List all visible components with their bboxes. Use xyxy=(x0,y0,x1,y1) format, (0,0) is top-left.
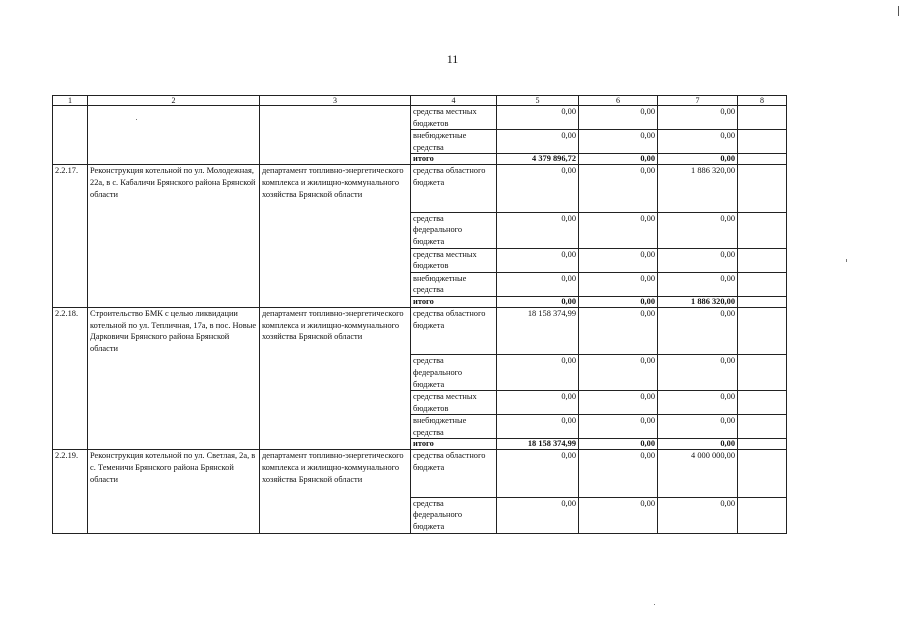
column-number: 7 xyxy=(658,96,738,106)
project-executor: департамент топливно-энергетического комплекса и жилищно-коммунального хозяйства Брянской области xyxy=(260,165,411,308)
amount-col5: 0,00 xyxy=(497,296,579,307)
amount-col5: 4 379 896,72 xyxy=(497,154,579,165)
column-number: 2 xyxy=(88,96,260,106)
amount-col7: 4 000 000,00 xyxy=(658,450,738,497)
amount-col6: 0,00 xyxy=(579,154,658,165)
amount-col5: 0,00 xyxy=(497,450,579,497)
project-name: Строительство БМК с целью ликвидации котельной по ул. Тепличная, 17а, в пос. Новые Дарковичи Брянского района Брянской области xyxy=(88,307,260,450)
amount-col6: 0,00 xyxy=(579,497,658,533)
amount-col7: 0,00 xyxy=(658,307,738,354)
scan-edge-mark xyxy=(898,6,899,16)
amount-col6: 0,00 xyxy=(579,296,658,307)
amount-col8 xyxy=(738,248,787,272)
project-name: Реконструкция котельной по ул. Светлая, 2а, в с. Теменичи Брянского района Брянской области xyxy=(88,450,260,533)
amount-col6: 0,00 xyxy=(579,307,658,354)
table-body xyxy=(53,96,787,534)
funding-row xyxy=(53,106,787,130)
funding-source: средства областного бюджета xyxy=(411,450,497,497)
amount-col6: 0,00 xyxy=(579,391,658,415)
amount-col7: 0,00 xyxy=(658,355,738,391)
project-code: 2.2.17. xyxy=(53,165,88,308)
column-number: 3 xyxy=(260,96,411,106)
amount-col8 xyxy=(738,212,787,248)
amount-col8 xyxy=(738,272,787,296)
funding-row xyxy=(53,450,787,497)
amount-col7: 0,00 xyxy=(658,212,738,248)
funding-source: средства федерального бюджета xyxy=(411,497,497,533)
amount-col8 xyxy=(738,391,787,415)
funding-source: внебюджетные средства xyxy=(411,130,497,154)
project-code: 2.2.19. xyxy=(53,450,88,533)
amount-col5: 18 158 374,99 xyxy=(497,307,579,354)
column-number: 8 xyxy=(738,96,787,106)
amount-col5: 0,00 xyxy=(497,497,579,533)
amount-col6: 0,00 xyxy=(579,439,658,450)
amount-col8 xyxy=(738,154,787,165)
funding-source: средства областного бюджета xyxy=(411,165,497,212)
amount-col6: 0,00 xyxy=(579,165,658,212)
funding-source: итого xyxy=(411,154,497,165)
amount-col8 xyxy=(738,497,787,533)
scan-speck xyxy=(846,259,847,262)
amount-col8 xyxy=(738,307,787,354)
amount-col7: 1 886 320,00 xyxy=(658,296,738,307)
funding-row xyxy=(53,307,787,354)
amount-col5: 0,00 xyxy=(497,248,579,272)
project-name: Реконструкция котельной по ул. Молодежная, 22а, в с. Кабаличи Брянского района Брянской области xyxy=(88,165,260,308)
column-number: 6 xyxy=(579,96,658,106)
amount-col7: 1 886 320,00 xyxy=(658,165,738,212)
amount-col7: 0,00 xyxy=(658,391,738,415)
amount-col7: 0,00 xyxy=(658,248,738,272)
funding-source: внебюджетные средства xyxy=(411,415,497,439)
amount-col8 xyxy=(738,165,787,212)
funding-source: средства федерального бюджета xyxy=(411,355,497,391)
amount-col5: 0,00 xyxy=(497,355,579,391)
amount-col7: 0,00 xyxy=(658,130,738,154)
amount-col5: 18 158 374,99 xyxy=(497,439,579,450)
scan-speck xyxy=(654,604,655,605)
amount-col8 xyxy=(738,439,787,450)
funding-source: средства местных бюджетов xyxy=(411,248,497,272)
amount-col6: 0,00 xyxy=(579,106,658,130)
funding-source: итого xyxy=(411,439,497,450)
project-name xyxy=(88,106,260,165)
project-executor: департамент топливно-энергетического комплекса и жилищно-коммунального хозяйства Брянской области xyxy=(260,307,411,450)
column-number-row xyxy=(53,96,787,106)
funding-source: итого xyxy=(411,296,497,307)
amount-col7: 0,00 xyxy=(658,497,738,533)
budget-table xyxy=(52,95,787,534)
amount-col5: 0,00 xyxy=(497,391,579,415)
funding-source: средства областного бюджета xyxy=(411,307,497,354)
amount-col8 xyxy=(738,130,787,154)
amount-col7: 0,00 xyxy=(658,415,738,439)
funding-source: внебюджетные средства xyxy=(411,272,497,296)
amount-col7: 0,00 xyxy=(658,439,738,450)
funding-source: средства местных бюджетов xyxy=(411,391,497,415)
amount-col5: 0,00 xyxy=(497,106,579,130)
amount-col5: 0,00 xyxy=(497,212,579,248)
amount-col8 xyxy=(738,296,787,307)
amount-col6: 0,00 xyxy=(579,130,658,154)
funding-source: средства федерального бюджета xyxy=(411,212,497,248)
amount-col6: 0,00 xyxy=(579,272,658,296)
amount-col8 xyxy=(738,450,787,497)
amount-col5: 0,00 xyxy=(497,272,579,296)
amount-col7: 0,00 xyxy=(658,154,738,165)
amount-col6: 0,00 xyxy=(579,212,658,248)
amount-col5: 0,00 xyxy=(497,165,579,212)
project-code xyxy=(53,106,88,165)
amount-col7: 0,00 xyxy=(658,106,738,130)
project-executor: департамент топливно-энергетического комплекса и жилищно-коммунального хозяйства Брянской области xyxy=(260,450,411,533)
funding-row xyxy=(53,165,787,212)
amount-col6: 0,00 xyxy=(579,248,658,272)
amount-col5: 0,00 xyxy=(497,130,579,154)
amount-col6: 0,00 xyxy=(579,415,658,439)
project-code: 2.2.18. xyxy=(53,307,88,450)
amount-col8 xyxy=(738,355,787,391)
amount-col8 xyxy=(738,106,787,130)
project-executor xyxy=(260,106,411,165)
amount-col6: 0,00 xyxy=(579,355,658,391)
funding-source: средства местных бюджетов xyxy=(411,106,497,130)
amount-col6: 0,00 xyxy=(579,450,658,497)
column-number: 1 xyxy=(53,96,88,106)
page-number: 11 xyxy=(446,52,459,66)
amount-col8 xyxy=(738,415,787,439)
amount-col5: 0,00 xyxy=(497,415,579,439)
column-number: 4 xyxy=(411,96,497,106)
column-number: 5 xyxy=(497,96,579,106)
amount-col7: 0,00 xyxy=(658,272,738,296)
